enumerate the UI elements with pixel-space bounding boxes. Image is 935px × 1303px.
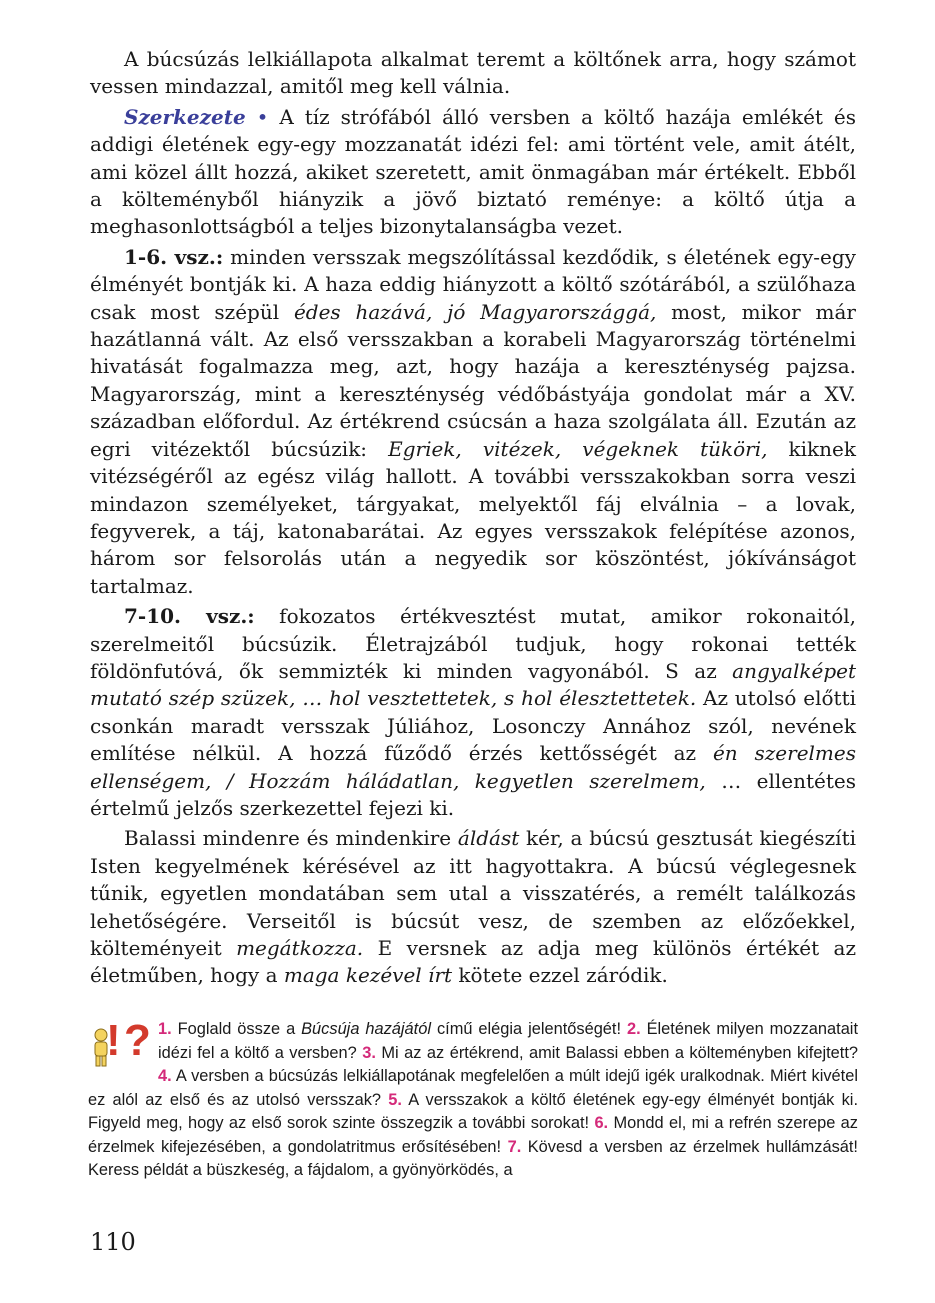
quote-megatkozza: megátkozza. (236, 936, 364, 960)
question-1-text-b: című elégia jelentőségét! (431, 1020, 627, 1038)
quote-maga-kezevel: maga kezével írt (283, 963, 453, 988)
stanzas-1-6-text-a: minden versszak megszólítással kezdődik, s életének egy-egy élményét bontják ki. A haza eddig hiányzott a költő szótárából, a szülőhaza csak most szépül (90, 244, 856, 324)
paragraph-intro (90, 46, 856, 101)
question-number-2: 2. (626, 1020, 641, 1038)
question-4-text: A versben a búcsúzás lelkiállapotának megfelelően a múlt idejű igék uralkodnak. Miért kivétel ez alól az első és az utolsó versszak? (88, 1067, 858, 1109)
quote-edes-haza: édes hazává, jó Magyarországgá, (293, 299, 657, 324)
question-number-1: 1. (158, 1020, 172, 1038)
quote-angyalkep: angyalképet mutató szép szüzek, … hol vesztettetek, s hol élesztettetek. (90, 658, 856, 711)
paragraph-structure (90, 104, 856, 241)
paragraph-intro-text: A búcsúzás lelkiállapota alkalmat teremt a költőnek arra, hogy számot vessen mindazzal, amitől meg kell válnia. (90, 47, 856, 99)
question-3-text: Mi az az értékrend, amit Balassi ebben a költeményben kifejtett? (375, 1043, 859, 1062)
question-7-text: Kövesd a versben az érzelmek hullámzását! Keress példát a büszkeség, a fájdalom, a gyönyörködés, a (88, 1137, 858, 1179)
stanzas-7-10-text-b: Az utolsó előtti csonkán maradt versszak Júliához, Losonczy Annához szól, nevének említése nélkül. A hozzá fűződő érzés kettősségét az (90, 686, 856, 766)
quote-egriek: Egriek, vitézek, végeknek tüköri, (388, 436, 768, 461)
stanzas-1-6-heading: 1-6. vsz.: (124, 244, 224, 269)
exclamation-mark: ! (106, 1016, 121, 1065)
question-1-text-a: Foglald össze a (171, 1020, 302, 1038)
conclusion-text-c: E versnek az adja meg különös értékét az életműben, hogy a (90, 936, 856, 988)
question-number-5: 5. (388, 1090, 402, 1109)
question-number-6: 6. (594, 1114, 609, 1132)
stanzas-7-10-heading: 7-10. vsz.: (124, 604, 255, 629)
conclusion-text-a: Balassi mindenre és mindenkire (124, 826, 458, 851)
question-1-title: Búcsúja hazájától (301, 1020, 431, 1038)
paragraph-stanzas-7-10 (90, 603, 856, 822)
exclamation-question-icon (88, 1016, 154, 1070)
page-number: 110 (90, 1228, 136, 1256)
stanzas-7-10-text-a: fokozatos értékvesztést mutat, amikor rokonaitól, szerelmeitől búcsúzik. Életrajzából tudjuk, hogy rokonai tették földönfutóvá, ők semmizték ki minden vagyonából. S az (90, 604, 856, 683)
structure-text: A tíz strófából álló versben a költő hazája emlékét és addigi életének egy-egy mozzanatát idézi fel: ami történt vele, amit átélt, ami közel állt hozzá, akiket szeretett, amit önmagában már értékelt. Ebből a költeményből hiányzik a jövő biztató reménye: a költő útja a meghasonlottságból a teljes bizonytalanságba vezet. (90, 104, 856, 239)
structure-heading: Szerkezete (124, 104, 246, 129)
questions-box (88, 1018, 858, 1183)
question-2-text: Életének milyen mozzanatait idézi fel a költő a versben? (158, 1020, 858, 1062)
quote-aldast: áldást (457, 826, 520, 851)
question-6-text: Mondd el, mi a refrén szerepe az érzelmek kifejezésében, a gondolatritmus erősítésében! (88, 1114, 858, 1156)
bullet-icon: • (256, 104, 269, 129)
stanzas-7-10-text-c: … ellentétes értelmű jelzős szerkezettel fejezi ki. (90, 768, 856, 820)
question-number-4: 4. (158, 1067, 172, 1085)
stanzas-1-6-text-c: kiknek vitézségéről az egész világ hallott. A további versszakokban sorra veszi mindazon személyeket, tárgyakat, melyektől fáj elválnia – a lovak, fegyverek, a táj, katonabarátai. Az egyes versszakok felépítése azonos, három sor felsorolás után a negyedik sor köszöntést, jókívánságot tartalmaz. (90, 436, 856, 598)
question-5-text: A versszakok a költő életének egy-egy élményét bontják ki. Figyeld meg, hogy az első sorok szinte összegzik a további sorokat! (88, 1090, 858, 1132)
question-number-7: 7. (507, 1137, 522, 1156)
conclusion-text-d: kötete ezzel záródik. (452, 963, 668, 988)
paragraph-stanzas-1-6 (90, 244, 856, 600)
question-mark: ? (124, 1016, 151, 1065)
paragraph-conclusion (90, 825, 856, 989)
stanzas-1-6-text-b: most, mikor már hazátlanná vált. Az első versszakban a korabeli Magyarország történelmi hivatását fogalmazza meg, azt, hogy hazája a kereszténység pajzsa. Magyarország, mint a kereszténység védőbástyája gondolat már a XV. században előfordul. Az értékrend csúcsán a haza szolgálata áll. Ezután az egri vitézektől búcsúzik: (90, 299, 856, 461)
conclusion-text-b: kér, a búcsú gesztusát kiegészíti Isten kegyelmének kérésével az itt hagyottakra. A búcsú véglegesnek tűnik, egyetlen mondatában sem utal a visszatérés, a remélt találkozás lehetőségére. Verseitől is búcsút vesz, de szemben az előzőekkel, költeményeit (90, 826, 857, 960)
main-text (90, 46, 856, 993)
question-number-3: 3. (362, 1043, 376, 1062)
quote-szerelmes-ellensegem: én szerelmes ellenségem, / Hozzám háládatlan, kegyetlen szerelmem, (90, 741, 857, 793)
